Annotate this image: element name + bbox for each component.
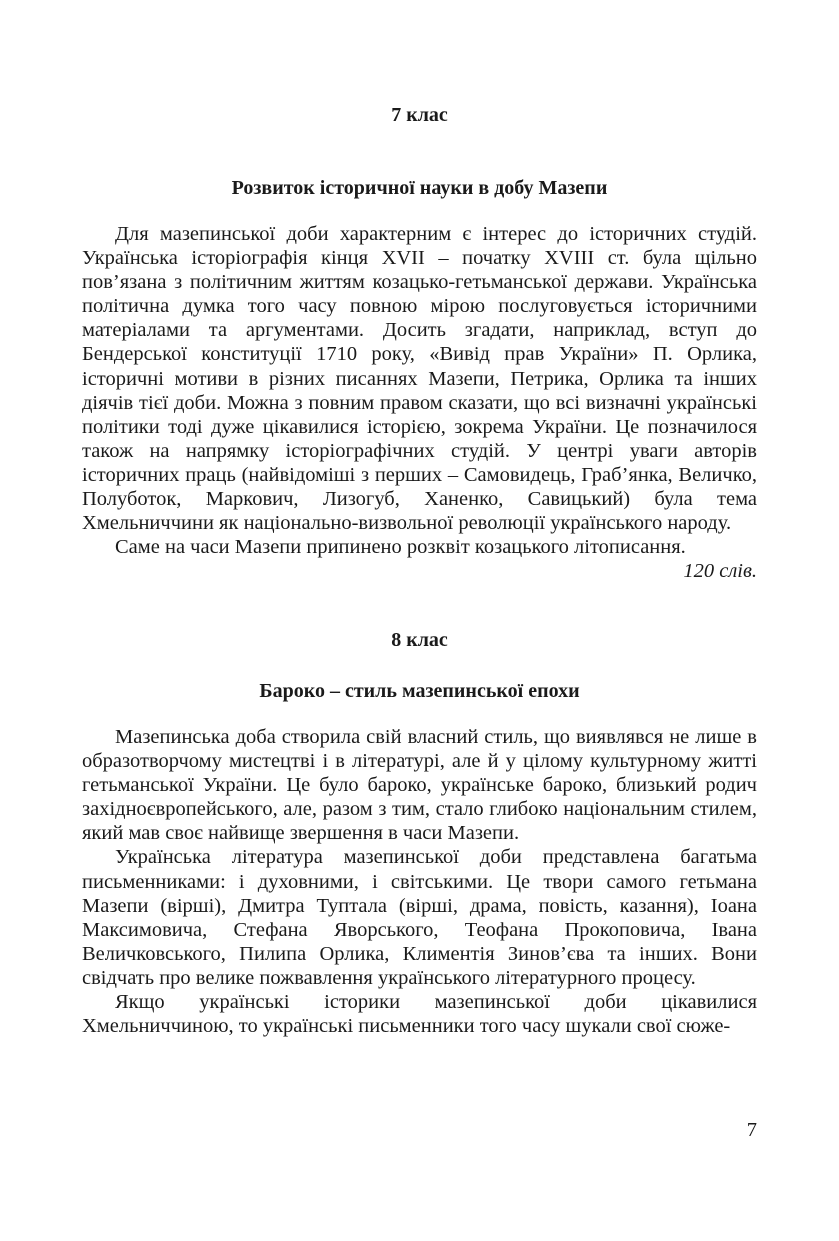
- paragraph: Якщо українські історики мазепинської доби цікавилися Хмельниччиною, то українські письменники того часу шукали свої сюже-: [82, 991, 757, 1038]
- page-number: 7: [746, 1119, 757, 1141]
- paragraph: Українська література мазепинської доби представлена багатьма письменниками: і духовними, і світськими. Це твори самого гетьмана Мазепи (вірші), Дмитра Туптала (вірші, драма, повість, казання), Іоана Максимовича, Стефана Яворського, Теофана Прокоповича, Івана Величковського, Пилипа Орлика, Климентія Зинов’єва та інших. Вони свідчать про велике пожвавлення українського літературного процесу.: [82, 846, 757, 989]
- paragraph: Мазепинська доба створила свій власний стиль, що виявлявся не лише в образотворчому мистецтві і в літературі, але й у цілому культурному житті гетьманської України. Це було бароко, українське бароко, близький родич західноєвропейського, але, разом з тим, стало глибоко національним стилем, який мав своє найвище звершення в часи Мазепи.: [82, 726, 757, 845]
- grade-heading-8: 8 клас: [391, 629, 448, 651]
- section-body-history: [82, 222, 757, 583]
- section-body-baroque: [82, 725, 757, 1038]
- paragraph: Для мазепинської доби характерним є інтерес до історичних студій. Українська історіографія кінця XVII – початку XVIII ст. була щільно пов’язана з політичним життям козацько-гетьманської держави. Українська політична думка того часу повною мірою послуговується історичними матеріалами та аргументами. Досить згадати, наприклад, вступ до Бендерської конституції 1710 року, «Вивід прав України» П. Орлика, історичні мотиви в різних писаннях Мазепи, Петрика, Орлика та інших діячів тієї доби. Можна з повним правом сказати, що всі визначні українські політики тоді дуже цікавилися історією, зокрема України. Це позначилося також на напрямку історіографічних студій. У центрі уваги авторів історичних праць (найвідоміші з перших – Самовидець, Граб’янка, Величко, Полуботок, Маркович, Лизогуб, Ханенко, Савицький) була тема Хмельниччини як національно-визвольної революції українського народу.: [82, 223, 757, 535]
- section-title-baroque: Бароко – стиль мазепинської епохи: [259, 680, 580, 702]
- word-count: 120 слів.: [683, 560, 757, 583]
- section-title-history: Розвиток історичної науки в добу Мазепи: [231, 177, 608, 199]
- document-page: [82, 0, 757, 1241]
- paragraph: Саме на часи Мазепи припинено розквіт козацького літописання.: [115, 536, 686, 559]
- grade-heading-7: 7 клас: [391, 104, 448, 126]
